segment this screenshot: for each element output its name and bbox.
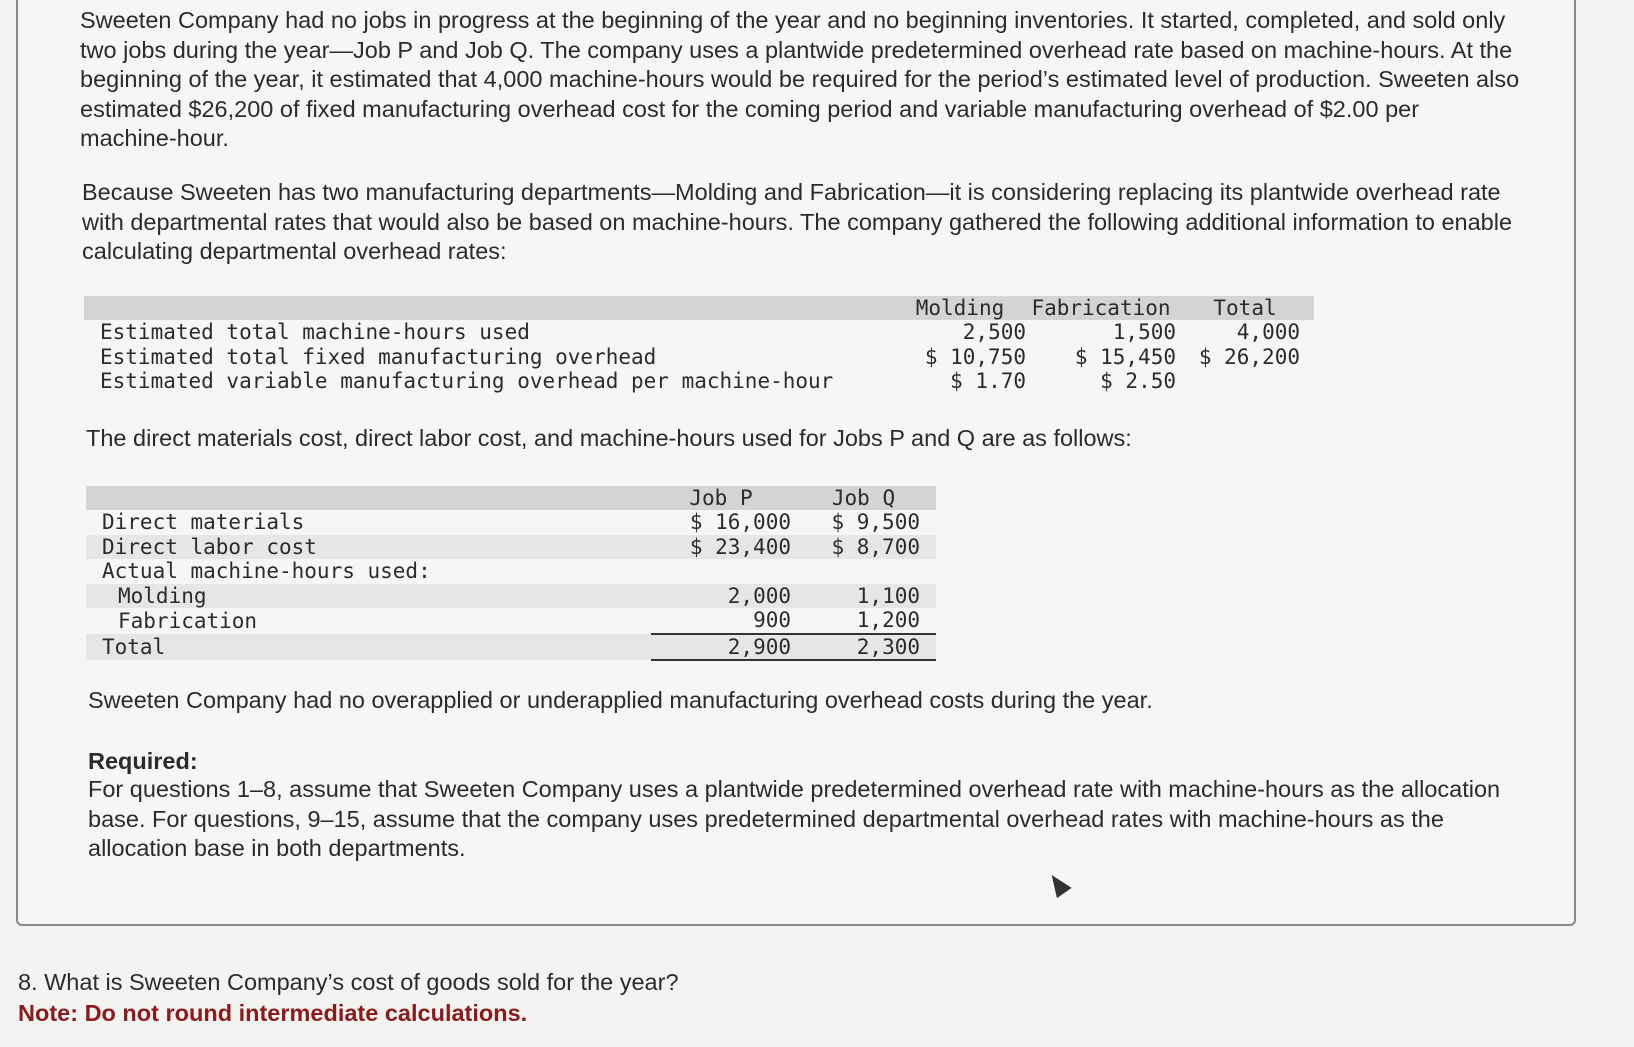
table-row xyxy=(86,584,936,609)
intro-paragraph-2: Because Sweeten has two manufacturing departments—Molding and Fabrication—it is considering replacing its plantwide overhead rate with departmental rates that would also be based on machine-hours. The company gathered the following additional information to enable calculating departmental overhead rates: xyxy=(82,179,1513,264)
row-label: Fabrication xyxy=(118,608,258,633)
table-row xyxy=(86,535,936,560)
no-over-under-statement: Sweeten Company had no overapplied or underapplied manufacturing overhead costs during the year. xyxy=(88,687,1153,713)
required-heading: Required: xyxy=(88,748,198,774)
required-text: For questions 1–8, assume that Sweeten Company uses a plantwide predetermined overhead rate with machine-hours as the allocation base. For questions, 9–15, assume that the company uses predetermined departmental overhead rates with machine-hours as the allocation base in both departments. xyxy=(88,776,1501,861)
problem-panel xyxy=(16,0,1576,926)
cell-job-p: 900 xyxy=(651,608,791,634)
department-overhead-table xyxy=(84,296,1314,394)
cell-job-p: $ 23,400 xyxy=(651,535,791,560)
jobs-table xyxy=(86,486,936,661)
table-row xyxy=(84,369,1314,394)
cell-fabrication: 1,500 xyxy=(1112,320,1176,345)
row-label: Total xyxy=(86,634,651,661)
question-text: 8. What is Sweeten Company’s cost of goods sold for the year? xyxy=(18,969,679,995)
header-total: Total xyxy=(1176,296,1314,320)
cell-job-q: 1,200 xyxy=(791,608,936,634)
cell-job-p: 2,900 xyxy=(651,634,791,661)
cell-molding: 2,500 xyxy=(962,320,1026,345)
row-label: Estimated variable manufacturing overhead per machine-hour xyxy=(100,369,834,394)
department-table-header xyxy=(84,296,1314,320)
jobs-intro: The direct materials cost, direct labor cost, and machine-hours used for Jobs P and Q are as follows: xyxy=(86,425,1132,451)
cell-total xyxy=(1176,369,1314,394)
table-row xyxy=(84,345,1314,370)
cell-molding: $ 1.70 xyxy=(950,369,1026,394)
cell-molding: $ 10,750 xyxy=(924,344,1026,369)
header-job-p: Job P xyxy=(651,486,791,510)
cell-fabrication: $ 2.50 xyxy=(1100,369,1176,394)
header-job-q: Job Q xyxy=(791,486,936,510)
question-note: Note: Do not round intermediate calculations. xyxy=(18,1000,528,1026)
cell-job-q: 1,100 xyxy=(791,584,936,609)
cell-fabrication: $ 15,450 xyxy=(1074,344,1176,369)
jobs-table-header xyxy=(86,486,936,510)
table-row xyxy=(86,510,936,535)
header-molding: Molding xyxy=(894,296,1026,320)
cell-job-q: $ 9,500 xyxy=(831,510,920,535)
table-row xyxy=(86,634,936,661)
cell-total: 4,000 xyxy=(1236,320,1300,345)
cell-job-p: $ 16,000 xyxy=(689,510,791,535)
table-row xyxy=(86,559,936,584)
row-label: Direct materials xyxy=(102,510,305,535)
row-label: Actual machine-hours used: xyxy=(102,559,431,584)
header-fabrication: Fabrication xyxy=(1026,296,1176,320)
row-label: Molding xyxy=(86,584,651,609)
table-row xyxy=(86,608,936,634)
cell-job-q: 2,300 xyxy=(791,634,936,661)
intro-paragraph-1: Sweeten Company had no jobs in progress at the beginning of the year and no beginning inventories. It started, completed, and sold only two jobs during the year—Job P and Job Q. The company uses a plantwide predetermined overhead rate based on machine-hours. At the beginning of the year, it estimated that 4,000 machine-hours would be required for the period’s estimated level of production. Sweeten also estimated $26,200 of fixed manufacturing overhead cost for the coming period and variable manufacturing overhead of $2.00 per machine-hour. xyxy=(80,7,1520,151)
cell-job-q: $ 8,700 xyxy=(791,535,936,560)
cell-total: $ 26,200 xyxy=(1198,344,1300,369)
table-row xyxy=(84,320,1314,345)
row-label: Direct labor cost xyxy=(86,535,651,560)
row-label: Estimated total fixed manufacturing overhead xyxy=(100,344,657,369)
row-label: Estimated total machine-hours used xyxy=(100,320,530,345)
cell-job-p: 2,000 xyxy=(651,584,791,609)
